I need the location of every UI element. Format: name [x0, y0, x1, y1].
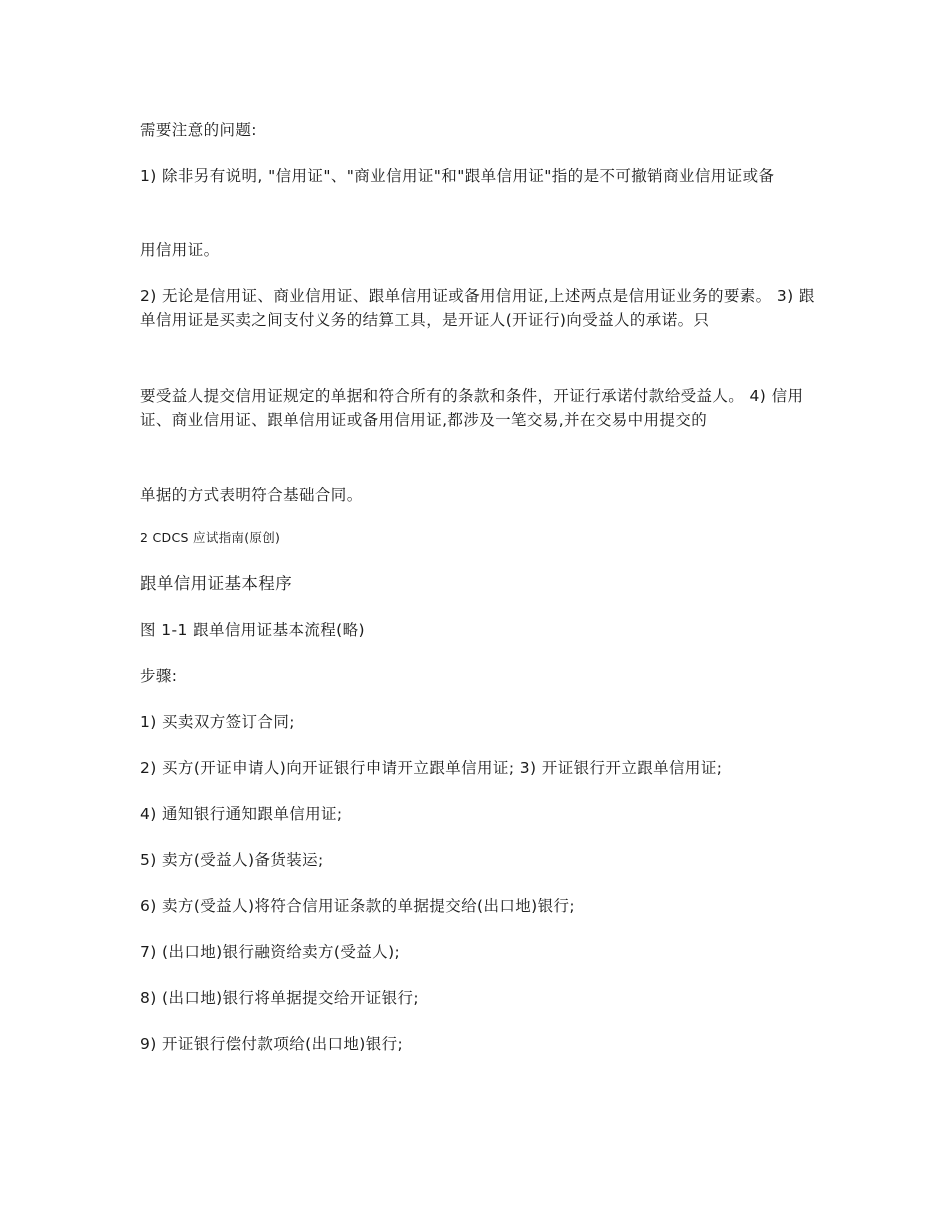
step-4: 4) 通知银行通知跟单信用证;	[140, 805, 343, 823]
running-header: 2 CDCS 应试指南(原创)	[140, 530, 281, 545]
note-heading: 需要注意的问题:	[140, 121, 257, 139]
step-1: 1) 买卖双方签订合同;	[140, 713, 295, 731]
step-9: 9) 开证银行偿付款项给(出口地)银行;	[140, 1035, 404, 1053]
paragraph-1-cont: 用信用证。	[140, 241, 220, 259]
step-2-3: 2) 买方(开证申请人)向开证银行申请开立跟单信用证; 3) 开证银行开立跟单信用证;	[140, 759, 723, 777]
paragraph-3-4: 要受益人提交信用证规定的单据和符合所有的条款和条件，开证行承诺付款给受益人。 4) 信用证、商业信用证、跟单信用证或备用信用证,都涉及一笔交易,并在交易中用提交的	[140, 387, 804, 429]
step-7: 7) (出口地)银行融资给卖方(受益人);	[140, 943, 401, 961]
step-8: 8) (出口地)银行将单据提交给开证银行;	[140, 989, 420, 1007]
paragraph-1: 1) 除非另有说明, "信用证"、"商业信用证"和"跟单信用证"指的是不可撤销商业信用证或备	[140, 167, 775, 185]
step-6: 6) 卖方(受益人)将符合信用证条款的单据提交给(出口地)银行;	[140, 897, 576, 915]
paragraph-4-cont: 单据的方式表明符合基础合同。	[140, 486, 363, 504]
figure-caption: 图 1-1 跟单信用证基本流程(略)	[140, 621, 365, 639]
paragraph-2-3: 2) 无论是信用证、商业信用证、跟单信用证或备用信用证,上述两点是信用证业务的要素。 3) 跟单信用证是买卖之间支付义务的结算工具，是开证人(开证行)向受益人的承诺。只	[140, 287, 815, 329]
step-5: 5) 卖方(受益人)备货装运;	[140, 851, 324, 869]
steps-heading: 步骤:	[140, 667, 178, 685]
section-title: 跟单信用证基本程序	[140, 574, 293, 593]
